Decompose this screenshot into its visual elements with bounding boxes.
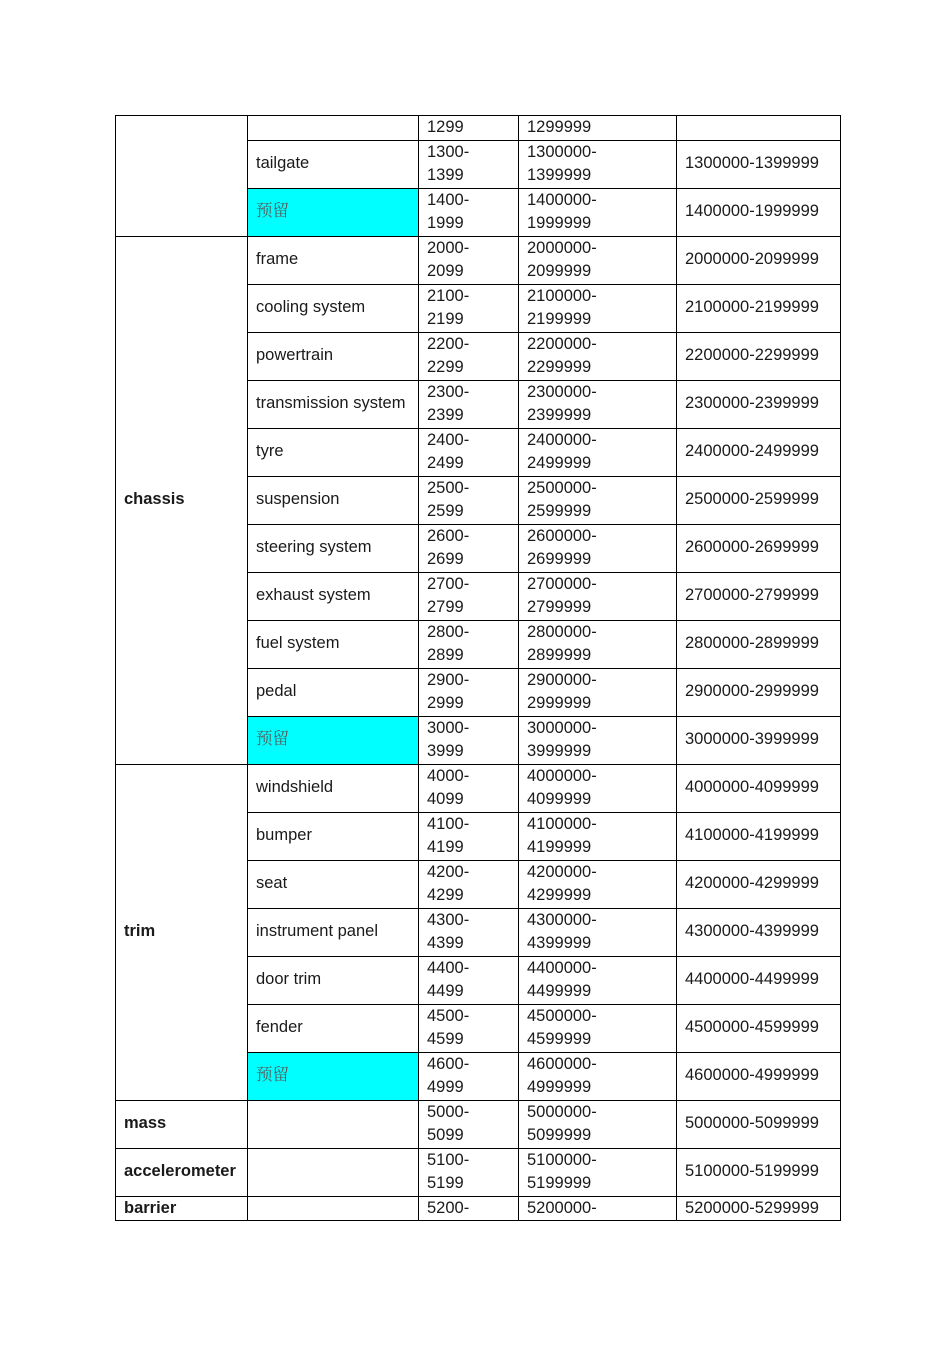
range-line: 2000000- bbox=[527, 238, 597, 257]
part-name: frame bbox=[256, 250, 299, 269]
short-range-cell bbox=[419, 284, 519, 332]
range-line: 1999 bbox=[427, 214, 464, 232]
part-name: powertrain bbox=[256, 346, 334, 365]
range-line: 5199999 bbox=[527, 1174, 592, 1192]
range-line: 2100000- bbox=[527, 286, 597, 305]
long-range-cell bbox=[519, 380, 677, 428]
id-range-cell bbox=[677, 1100, 841, 1148]
group-name: barrier bbox=[124, 1198, 177, 1217]
id-range-cell bbox=[677, 716, 841, 764]
range-line: 4599 bbox=[427, 1030, 464, 1048]
group-name-cell bbox=[116, 236, 248, 764]
long-range-cell bbox=[519, 476, 677, 524]
part-cell bbox=[248, 332, 419, 380]
id-range: 2800000-2899999 bbox=[685, 634, 819, 653]
short-range-cell bbox=[419, 236, 519, 284]
range-line: 3000- bbox=[427, 718, 470, 737]
short-range-cell bbox=[419, 116, 519, 141]
range-line: 4399999 bbox=[527, 934, 592, 952]
range-line: 3000000- bbox=[527, 718, 597, 737]
part-name: windshield bbox=[256, 778, 334, 797]
part-name: 预留 bbox=[256, 202, 289, 221]
part-cell bbox=[248, 764, 419, 812]
long-range-cell bbox=[519, 620, 677, 668]
range-line: 5099 bbox=[427, 1126, 464, 1144]
id-range: 2300000-2399999 bbox=[685, 394, 819, 413]
id-range-cell bbox=[677, 524, 841, 572]
range-line: 2599 bbox=[427, 502, 464, 520]
part-cell bbox=[248, 140, 419, 188]
id-range-cell bbox=[677, 908, 841, 956]
group-name-cell bbox=[116, 1196, 248, 1221]
range-line: 2399 bbox=[427, 406, 464, 424]
table-body bbox=[116, 116, 841, 1221]
range-line: 2800000- bbox=[527, 622, 597, 641]
id-range-cell bbox=[677, 860, 841, 908]
short-range-cell bbox=[419, 620, 519, 668]
range-line: 2500- bbox=[427, 478, 470, 497]
table-row bbox=[116, 236, 841, 284]
range-line: 4300- bbox=[427, 910, 470, 929]
long-range-cell bbox=[519, 716, 677, 764]
range-line: 4199 bbox=[427, 838, 464, 856]
part-name: suspension bbox=[256, 490, 340, 509]
range-line: 4400- bbox=[427, 958, 470, 977]
reserved-part-cell bbox=[248, 188, 419, 236]
id-range: 1400000-1999999 bbox=[685, 202, 819, 221]
range-line: 2799 bbox=[427, 598, 464, 616]
id-range-table bbox=[115, 115, 841, 1221]
group-name-cell bbox=[116, 1100, 248, 1148]
table-row bbox=[116, 116, 841, 141]
range-line: 2999 bbox=[427, 694, 464, 712]
id-range: 4000000-4099999 bbox=[685, 778, 819, 797]
range-line: 2499999 bbox=[527, 454, 592, 472]
range-line: 2399999 bbox=[527, 406, 592, 424]
short-range-cell bbox=[419, 140, 519, 188]
short-range-cell bbox=[419, 764, 519, 812]
part-cell bbox=[248, 524, 419, 572]
range-line: 4100- bbox=[427, 814, 470, 833]
id-range-cell bbox=[677, 572, 841, 620]
short-range-cell bbox=[419, 1100, 519, 1148]
id-range: 2900000-2999999 bbox=[685, 682, 819, 701]
id-range: 2200000-2299999 bbox=[685, 346, 819, 365]
id-range-cell bbox=[677, 284, 841, 332]
group-name: trim bbox=[124, 922, 156, 941]
group-name-cell bbox=[116, 1148, 248, 1196]
range-line: 5100000- bbox=[527, 1150, 597, 1169]
id-range-cell bbox=[677, 956, 841, 1004]
id-range-cell bbox=[677, 380, 841, 428]
part-cell bbox=[248, 1100, 419, 1148]
id-range: 4500000-4599999 bbox=[685, 1018, 819, 1037]
range-line: 4399 bbox=[427, 934, 464, 952]
id-range: 5100000-5199999 bbox=[685, 1162, 819, 1181]
id-range: 3000000-3999999 bbox=[685, 730, 819, 749]
table-row bbox=[116, 1196, 841, 1221]
reserved-part-cell bbox=[248, 1052, 419, 1100]
range-line: 2900- bbox=[427, 670, 470, 689]
id-range-cell bbox=[677, 116, 841, 141]
range-line: 4999999 bbox=[527, 1078, 592, 1096]
short-range-cell bbox=[419, 1004, 519, 1052]
part-name: door trim bbox=[256, 970, 322, 989]
short-range-cell bbox=[419, 956, 519, 1004]
range-line: 2300- bbox=[427, 382, 470, 401]
part-cell bbox=[248, 476, 419, 524]
range-line: 4099999 bbox=[527, 790, 592, 808]
part-cell bbox=[248, 812, 419, 860]
short-range-cell bbox=[419, 1196, 519, 1221]
range-line: 2300000- bbox=[527, 382, 597, 401]
range-line: 4600000- bbox=[527, 1054, 597, 1073]
part-name: fuel system bbox=[256, 634, 340, 653]
long-range-cell bbox=[519, 572, 677, 620]
range-line: 1400000- bbox=[527, 190, 597, 209]
range-line: 2600- bbox=[427, 526, 470, 545]
range-line: 4200000- bbox=[527, 862, 597, 881]
range-line: 4000- bbox=[427, 766, 470, 785]
group-name: accelerometer bbox=[124, 1162, 236, 1181]
part-cell bbox=[248, 620, 419, 668]
range-line: 5100- bbox=[427, 1150, 470, 1169]
id-range: 1300000-1399999 bbox=[685, 154, 819, 173]
part-name: instrument panel bbox=[256, 922, 378, 941]
range-line: 2199999 bbox=[527, 310, 592, 328]
range-line: 4999 bbox=[427, 1078, 464, 1096]
range-line: 1299999 bbox=[527, 118, 592, 136]
part-cell bbox=[248, 860, 419, 908]
range-line: 1399999 bbox=[527, 166, 592, 184]
range-line: 2699999 bbox=[527, 550, 592, 568]
range-line: 4300000- bbox=[527, 910, 597, 929]
range-line: 1399 bbox=[427, 166, 464, 184]
id-range-cell bbox=[677, 1196, 841, 1221]
range-line: 4299999 bbox=[527, 886, 592, 904]
range-line: 3999 bbox=[427, 742, 464, 760]
id-range: 5200000-5299999 bbox=[685, 1198, 819, 1217]
part-cell bbox=[248, 428, 419, 476]
range-line: 5000- bbox=[427, 1102, 470, 1121]
part-name: bumper bbox=[256, 826, 312, 845]
range-line: 1400- bbox=[427, 190, 470, 209]
part-name: exhaust system bbox=[256, 586, 371, 605]
long-range-cell bbox=[519, 524, 677, 572]
long-range-cell bbox=[519, 116, 677, 141]
id-range: 2100000-2199999 bbox=[685, 298, 819, 317]
long-range-cell bbox=[519, 956, 677, 1004]
long-range-cell bbox=[519, 1052, 677, 1100]
reserved-part-cell bbox=[248, 716, 419, 764]
range-line: 4499 bbox=[427, 982, 464, 1000]
range-line: 2799999 bbox=[527, 598, 592, 616]
table-row bbox=[116, 764, 841, 812]
part-cell bbox=[248, 380, 419, 428]
long-range-cell bbox=[519, 1100, 677, 1148]
short-range-cell bbox=[419, 188, 519, 236]
range-line: 2199 bbox=[427, 310, 464, 328]
short-range-cell bbox=[419, 812, 519, 860]
long-range-cell bbox=[519, 284, 677, 332]
range-line: 2900000- bbox=[527, 670, 597, 689]
short-range-cell bbox=[419, 668, 519, 716]
long-range-cell bbox=[519, 428, 677, 476]
long-range-cell bbox=[519, 908, 677, 956]
id-range-cell bbox=[677, 668, 841, 716]
range-line: 2099999 bbox=[527, 262, 592, 280]
id-range-cell bbox=[677, 620, 841, 668]
short-range-cell bbox=[419, 1052, 519, 1100]
range-line: 2500000- bbox=[527, 478, 597, 497]
range-line: 2499 bbox=[427, 454, 464, 472]
part-name: steering system bbox=[256, 538, 372, 557]
id-range-cell bbox=[677, 764, 841, 812]
short-range-cell bbox=[419, 332, 519, 380]
id-range: 2400000-2499999 bbox=[685, 442, 819, 461]
range-line: 2400- bbox=[427, 430, 470, 449]
short-range-cell bbox=[419, 380, 519, 428]
range-line: 4500000- bbox=[527, 1006, 597, 1025]
part-name: 预留 bbox=[256, 730, 289, 749]
short-range-cell bbox=[419, 572, 519, 620]
range-line: 2800- bbox=[427, 622, 470, 641]
short-range-cell bbox=[419, 1148, 519, 1196]
id-range-cell bbox=[677, 1004, 841, 1052]
long-range-cell bbox=[519, 764, 677, 812]
range-line: 2299 bbox=[427, 358, 464, 376]
part-cell bbox=[248, 116, 419, 141]
part-name: 预留 bbox=[256, 1066, 289, 1085]
short-range-cell bbox=[419, 476, 519, 524]
range-line: 2100- bbox=[427, 286, 470, 305]
short-range-cell bbox=[419, 524, 519, 572]
id-range: 4400000-4499999 bbox=[685, 970, 819, 989]
range-line: 5200000- bbox=[527, 1198, 597, 1217]
range-line: 2200- bbox=[427, 334, 470, 353]
id-range: 4200000-4299999 bbox=[685, 874, 819, 893]
long-range-cell bbox=[519, 1004, 677, 1052]
part-cell bbox=[248, 236, 419, 284]
part-cell bbox=[248, 284, 419, 332]
range-line: 5199 bbox=[427, 1174, 464, 1192]
id-range: 5000000-5099999 bbox=[685, 1114, 819, 1133]
range-line: 4199999 bbox=[527, 838, 592, 856]
group-name-cell bbox=[116, 764, 248, 1100]
long-range-cell bbox=[519, 140, 677, 188]
group-name: mass bbox=[124, 1114, 167, 1133]
table-row bbox=[116, 1148, 841, 1196]
part-name: pedal bbox=[256, 682, 297, 701]
part-cell bbox=[248, 668, 419, 716]
range-line: 4099 bbox=[427, 790, 464, 808]
range-line: 1300- bbox=[427, 142, 470, 161]
range-line: 5000000- bbox=[527, 1102, 597, 1121]
long-range-cell bbox=[519, 236, 677, 284]
range-line: 4000000- bbox=[527, 766, 597, 785]
part-name: fender bbox=[256, 1018, 303, 1037]
short-range-cell bbox=[419, 716, 519, 764]
range-line: 2600000- bbox=[527, 526, 597, 545]
id-range: 2000000-2099999 bbox=[685, 250, 819, 269]
range-line: 5099999 bbox=[527, 1126, 592, 1144]
part-cell bbox=[248, 956, 419, 1004]
range-line: 2400000- bbox=[527, 430, 597, 449]
short-range-cell bbox=[419, 908, 519, 956]
range-line: 1299 bbox=[427, 118, 464, 136]
id-range-cell bbox=[677, 428, 841, 476]
id-range: 2700000-2799999 bbox=[685, 586, 819, 605]
short-range-cell bbox=[419, 428, 519, 476]
id-range: 4600000-4999999 bbox=[685, 1066, 819, 1085]
part-name: cooling system bbox=[256, 298, 366, 317]
range-line: 4400000- bbox=[527, 958, 597, 977]
part-cell bbox=[248, 1004, 419, 1052]
part-name: seat bbox=[256, 874, 288, 893]
range-line: 5200- bbox=[427, 1198, 470, 1217]
range-line: 3999999 bbox=[527, 742, 592, 760]
range-line: 2200000- bbox=[527, 334, 597, 353]
range-line: 2299999 bbox=[527, 358, 592, 376]
range-line: 2000- bbox=[427, 238, 470, 257]
id-range-cell bbox=[677, 188, 841, 236]
range-line: 2999999 bbox=[527, 694, 592, 712]
range-line: 2899999 bbox=[527, 646, 592, 664]
id-range-cell bbox=[677, 1148, 841, 1196]
part-cell bbox=[248, 1148, 419, 1196]
long-range-cell bbox=[519, 860, 677, 908]
id-range-cell bbox=[677, 140, 841, 188]
id-range: 4100000-4199999 bbox=[685, 826, 819, 845]
id-range-cell bbox=[677, 236, 841, 284]
long-range-cell bbox=[519, 188, 677, 236]
id-range-cell bbox=[677, 476, 841, 524]
id-range-cell bbox=[677, 812, 841, 860]
range-line: 2599999 bbox=[527, 502, 592, 520]
part-cell bbox=[248, 572, 419, 620]
long-range-cell bbox=[519, 1196, 677, 1221]
id-range: 2500000-2599999 bbox=[685, 490, 819, 509]
range-line: 2699 bbox=[427, 550, 464, 568]
range-line: 1300000- bbox=[527, 142, 597, 161]
range-line: 2099 bbox=[427, 262, 464, 280]
part-name: transmission system bbox=[256, 394, 406, 413]
range-line: 4600- bbox=[427, 1054, 470, 1073]
group-name-cell bbox=[116, 116, 248, 237]
long-range-cell bbox=[519, 1148, 677, 1196]
range-line: 4100000- bbox=[527, 814, 597, 833]
part-cell bbox=[248, 1196, 419, 1221]
part-name: tailgate bbox=[256, 154, 310, 173]
long-range-cell bbox=[519, 332, 677, 380]
long-range-cell bbox=[519, 812, 677, 860]
id-range: 2600000-2699999 bbox=[685, 538, 819, 557]
range-line: 4499999 bbox=[527, 982, 592, 1000]
id-range-cell bbox=[677, 332, 841, 380]
id-range-cell bbox=[677, 1052, 841, 1100]
range-line: 4200- bbox=[427, 862, 470, 881]
short-range-cell bbox=[419, 860, 519, 908]
long-range-cell bbox=[519, 668, 677, 716]
range-line: 2700- bbox=[427, 574, 470, 593]
range-line: 2899 bbox=[427, 646, 464, 664]
part-cell bbox=[248, 908, 419, 956]
range-line: 4299 bbox=[427, 886, 464, 904]
range-line: 4500- bbox=[427, 1006, 470, 1025]
part-name: tyre bbox=[256, 442, 284, 461]
table-row bbox=[116, 1100, 841, 1148]
range-line: 2700000- bbox=[527, 574, 597, 593]
range-line: 1999999 bbox=[527, 214, 592, 232]
id-range: 4300000-4399999 bbox=[685, 922, 819, 941]
range-line: 4599999 bbox=[527, 1030, 592, 1048]
group-name: chassis bbox=[124, 490, 185, 509]
